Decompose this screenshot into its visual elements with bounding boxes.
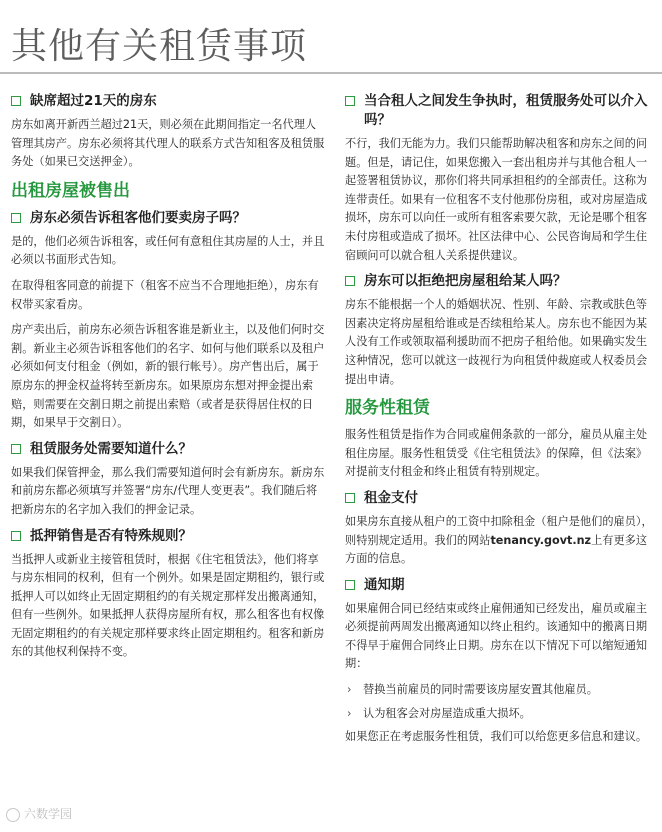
section-rent-payment: [345, 489, 657, 569]
absent-landlord-heading: 缺席超过21天的房东: [11, 92, 326, 111]
title-rule: [0, 72, 662, 74]
left-column: [11, 92, 326, 669]
checkbox-icon: [345, 96, 355, 106]
checkbox-icon: [11, 444, 21, 454]
section-absent-landlord: [11, 92, 326, 172]
service-tenancy-heading: 服务性租赁: [345, 398, 430, 419]
website-link[interactable]: tenancy.govt.nz: [490, 533, 592, 547]
section-refuse-rent: [345, 272, 657, 389]
section-must-tell-tenant: [11, 209, 326, 433]
notice-heading: 通知期: [345, 576, 657, 595]
must-tell-heading: 房东必须告诉租客他们要卖房子吗？: [11, 209, 326, 228]
absent-landlord-text: 房东如离开新西兰超过21天，则必须在此期间指定一名代理人管理其房产。房东必须将其代理人的联系方式告知租客及租赁服务处（如果已交送押金）。: [11, 118, 325, 169]
must-tell-p3: 房产卖出后，前房东必须告诉租客谁是新业主，以及他们何时交割。新业主必须告诉租客他们的名字、如何与他们联系以及租户必须如何支付租金（例如，新的银行帐号）。房产售出后，属于原房东的押金权益将转至新房东。如果原房东想对押金提出索赔，则需要在交割日期之前提出索赔（或者是获得居住权的日期，如果早于交割日）。: [11, 323, 325, 430]
list-item: › 认为租客会对房屋造成重大损坏。: [345, 705, 657, 724]
rent-payment-heading: 租金支付: [345, 489, 657, 508]
watermark-logo-icon: [6, 808, 20, 822]
tenancy-services-heading: 租赁服务处需要知道什么？: [11, 440, 326, 459]
checkbox-icon: [11, 213, 21, 223]
mortgagee-heading: 抵押销售是否有特殊规则？: [11, 527, 326, 546]
refuse-text: 房东不能根据一个人的婚姻状况、性别、年龄、宗教或肤色等因素决定将房屋租给谁或是否续租给某人。房东也不能因为某人没有工作或领取福利援助而不把房子租给他。如果确实发生这种情况，您可以就这一歧视行为向租赁仲裁庭或人权委员会提出申请。: [345, 298, 648, 386]
mortgagee-text: 当抵押人或新业主接管租赁时，根据《住宅租赁法》，他们将享与房东相同的权利，但有一个例外。如果是固定期租约，银行或抵押人可以如终止无固定期租约的有关规定那样发出搬离通知，但有一些例外。如果抵押人获得房屋所有权，那么租客也有权像无固定期租约的有关规定那样要求终止固定期租约。租客和新房东的其他权利保持不变。: [11, 552, 325, 659]
notice-bullets: [345, 681, 657, 723]
chevron-right-icon: ›: [347, 706, 352, 720]
rent-payment-text: 如果房东直接从租户的工资中扣除租金（租户是他们的雇员），则特别规定适用。我们的网站tenancy.govt.nz上有更多这方面的信息。: [345, 514, 653, 566]
section-tenancy-services-know: [11, 440, 326, 520]
must-tell-p1: 是的，他们必须告诉租客，或任何有意租住其房屋的人士，并且必须以书面形式告知。: [11, 234, 325, 267]
page-title: 其他有关租赁事项: [11, 26, 308, 67]
checkbox-icon: [345, 276, 355, 286]
property-sold-heading: 出租房屋被售出: [11, 180, 130, 201]
service-tenancy-text: 服务性租赁是指作为合同或雇佣条款的一部分，雇员从雇主处租住房屋。服务性租赁受《住宅租赁法》的保障，但《法案》对提前支付租金和终止租赁有特别规定。: [345, 428, 648, 479]
must-tell-p2: 在取得租客同意的前提下（租客不应当不合理地拒绝），房东有权带买家看房。: [11, 278, 319, 311]
notice-closing-text: 如果您正在考虑服务性租赁，我们可以给您更多信息和建议。: [345, 730, 648, 744]
refuse-heading: 房东可以拒绝把房屋租给某人吗？: [345, 272, 657, 291]
flatmate-heading: 当合租人之间发生争执时，租赁服务处可以介入吗？: [345, 92, 657, 130]
right-column: [345, 92, 657, 754]
checkbox-icon: [345, 580, 355, 590]
flatmate-text: 不行，我们无能为力。我们只能帮助解决租客和房东之间的问题。但是，请记住，如果您搬入一套出租房并与其他合租人一起签署租赁协议，那你们将共同承担租约的全部责任。这称为连带责任。如果有一位租客不支付他那份房租，或对房屋造成损坏，房东可以向任一或所有租客索要欠款，无论是哪个租客未付房租或造成了损坏。社区法律中心、公民咨询局和学生住宿顾问可以就合租人关系提供建议。: [345, 137, 648, 262]
checkbox-icon: [11, 531, 21, 541]
checkbox-icon: [11, 96, 21, 106]
notice-text: 如果雇佣合同已经结束或终止雇佣通知已经发出，雇员或雇主必须提前两周发出搬离通知以终止租约。该通知中的搬离日期不得早于雇佣合同终止日期。房东在以下情况下可以缩短通知期：: [345, 601, 648, 671]
chevron-right-icon: ›: [347, 683, 352, 697]
section-notice-period: [345, 576, 657, 747]
section-flatmate-dispute: [345, 92, 657, 265]
list-item: › 替换当前雇员的同时需要该房屋安置其他雇员。: [345, 681, 657, 700]
section-mortgagee-sale: [11, 527, 326, 663]
tenancy-services-text: 如果我们保管押金，那么我们需要知道何时会有新房东。新房东和前房东都必须填写并签署“房东/代理人变更表”。我们随后将把新房东的名字加入我们的押金记录。: [11, 465, 325, 516]
watermark: 六数学园: [6, 805, 72, 822]
checkbox-icon: [345, 493, 355, 503]
